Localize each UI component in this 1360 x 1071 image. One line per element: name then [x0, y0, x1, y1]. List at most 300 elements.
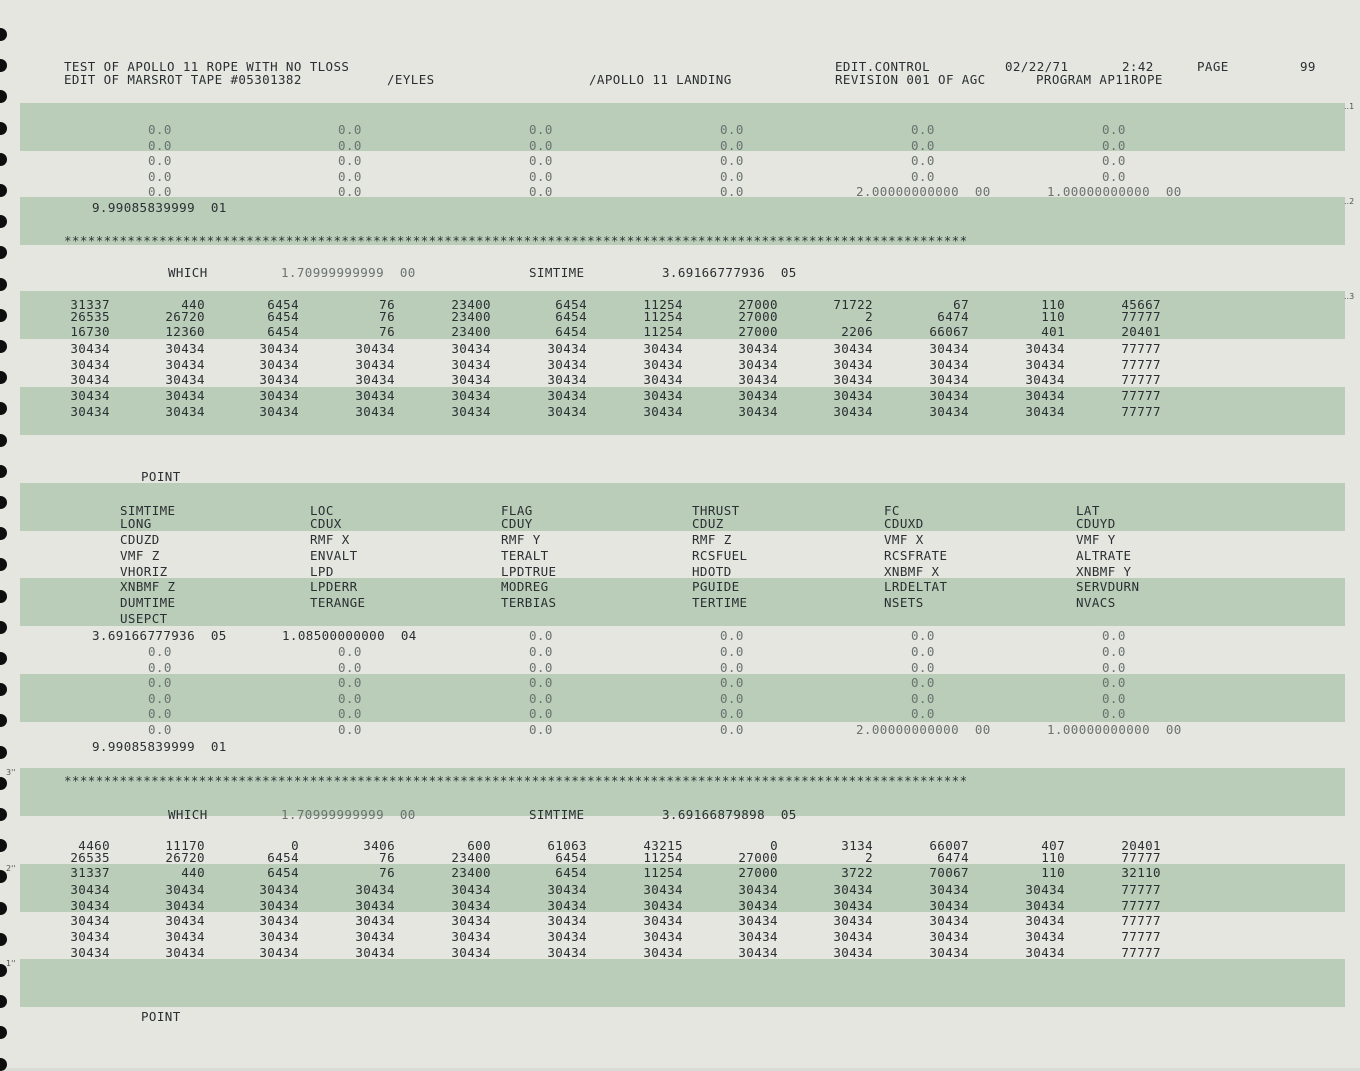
octal-cell: 30434	[165, 372, 205, 387]
variable-name: RCSFUEL	[692, 548, 748, 563]
float-value: 0.0	[720, 675, 744, 690]
octal-cell: 6454	[267, 850, 299, 865]
point-value: 0.0	[911, 628, 935, 643]
octal-cell: 6474	[937, 309, 969, 324]
octal-cell: 77777	[1121, 372, 1161, 387]
octal-cell: 440	[181, 865, 205, 880]
float-value: 2.00000000000 00	[856, 721, 991, 737]
float-value: 0.0	[338, 184, 362, 199]
octal-cell: 66007	[929, 838, 969, 853]
variable-name: LAT	[1076, 503, 1100, 518]
float-value: 0.0	[1102, 153, 1126, 168]
float-value: 0.0	[338, 644, 362, 659]
float-value: 2.00000000000 00	[856, 184, 991, 199]
ruler-mark: 3''	[6, 768, 16, 777]
feed-hole	[0, 153, 7, 166]
octal-cell: 30434	[165, 356, 205, 372]
octal-cell: 30434	[355, 897, 395, 913]
octal-cell: 30434	[547, 372, 587, 387]
octal-cell: 30434	[643, 404, 683, 419]
octal-cell: 76	[379, 324, 395, 339]
variable-name: RMF X	[310, 532, 350, 547]
octal-cell: 67	[953, 297, 969, 312]
float-value: 0.0	[720, 659, 744, 675]
octal-cell: 4460	[78, 838, 110, 853]
octal-cell: 11254	[643, 865, 683, 880]
float-value: 0.0	[720, 153, 744, 168]
octal-cell: 30434	[929, 404, 969, 419]
octal-cell: 23400	[451, 850, 491, 865]
float-value: 0.0	[1102, 675, 1126, 690]
variable-name: SIMTIME	[120, 503, 176, 518]
octal-cell: 30434	[547, 882, 587, 897]
float-value: 0.0	[1102, 690, 1126, 706]
octal-cell: 30434	[929, 945, 969, 960]
point-value: 0.0	[720, 628, 744, 643]
octal-cell: 26535	[70, 309, 110, 324]
octal-cell: 30434	[355, 356, 395, 372]
feed-hole	[0, 777, 7, 790]
octal-cell: 30434	[355, 372, 395, 387]
octal-cell: 77777	[1121, 404, 1161, 419]
octal-cell: 77777	[1121, 341, 1161, 356]
octal-cell: 20401	[1121, 324, 1161, 339]
octal-cell: 30434	[738, 388, 778, 403]
float-value: 0.0	[338, 721, 362, 737]
float-value: 1.00000000000 00	[1047, 184, 1182, 199]
octal-cell: 440	[181, 297, 205, 312]
tail-value: 9.99085839999 01	[92, 200, 227, 215]
greenbar-stripe	[20, 103, 1345, 151]
octal-cell: 30434	[259, 882, 299, 897]
octal-cell: 27000	[738, 324, 778, 339]
octal-cell: 77777	[1121, 945, 1161, 960]
float-value: 1.00000000000 00	[1047, 721, 1182, 737]
float-value: 0.0	[720, 122, 744, 137]
float-value: 0.0	[529, 137, 553, 153]
variable-name: VMF X	[884, 532, 924, 547]
octal-cell: 30434	[738, 945, 778, 960]
octal-cell: 2206	[841, 324, 873, 339]
octal-cell: 30434	[833, 341, 873, 356]
header-author: /EYLES	[387, 72, 435, 87]
octal-cell: 11254	[643, 850, 683, 865]
ruler-mark: 1''	[6, 959, 16, 968]
header-program: PROGRAM AP11ROPE	[1036, 72, 1163, 87]
float-value: 0.0	[720, 690, 744, 706]
float-value: 0.0	[1102, 122, 1126, 137]
octal-cell: 30434	[547, 945, 587, 960]
octal-cell: 30434	[833, 945, 873, 960]
float-value: 0.0	[720, 706, 744, 721]
octal-cell: 401	[1041, 324, 1065, 339]
feed-hole	[0, 808, 7, 821]
greenbar-stripe	[20, 959, 1345, 1007]
float-value: 0.0	[338, 706, 362, 721]
octal-cell: 23400	[451, 309, 491, 324]
octal-cell: 30434	[738, 404, 778, 419]
octal-cell: 30434	[259, 897, 299, 913]
float-value: 0.0	[1102, 137, 1126, 153]
variable-name: NSETS	[884, 595, 924, 610]
feed-hole	[0, 465, 7, 478]
float-value: 0.0	[338, 675, 362, 690]
feed-hole	[0, 28, 7, 41]
octal-cell: 30434	[738, 913, 778, 928]
octal-cell: 30434	[643, 929, 683, 944]
octal-cell: 27000	[738, 850, 778, 865]
variable-name: LPDTRUE	[501, 564, 557, 579]
octal-cell: 76	[379, 865, 395, 880]
octal-cell: 30434	[70, 404, 110, 419]
margin-mark: ..3	[1344, 292, 1355, 301]
greenbar-stripe	[20, 578, 1345, 626]
header-page-label: PAGE	[1197, 59, 1229, 74]
octal-cell: 30434	[165, 913, 205, 928]
octal-cell: 30434	[738, 897, 778, 913]
margin-mark: ..1	[1344, 102, 1355, 111]
octal-cell: 30434	[70, 897, 110, 913]
octal-cell: 30434	[451, 945, 491, 960]
octal-cell: 30434	[259, 372, 299, 387]
variable-name: FC	[884, 503, 900, 518]
float-value: 0.0	[529, 706, 553, 721]
octal-cell: 30434	[451, 388, 491, 403]
float-value: 0.0	[911, 122, 935, 137]
octal-cell: 30434	[929, 897, 969, 913]
feed-hole	[0, 558, 7, 571]
header-time: 2:42	[1122, 59, 1154, 74]
octal-cell: 30434	[70, 882, 110, 897]
variable-name: LPD	[310, 564, 334, 579]
variable-name: CDUZD	[120, 532, 160, 547]
octal-cell: 30434	[451, 897, 491, 913]
octal-cell: 30434	[355, 388, 395, 403]
header-page-number: 99	[1300, 59, 1316, 74]
variable-name: LONG	[120, 516, 152, 531]
octal-cell: 30434	[355, 929, 395, 944]
variable-name: ALTRATE	[1076, 548, 1132, 563]
octal-cell: 30434	[547, 929, 587, 944]
octal-cell: 23400	[451, 297, 491, 312]
float-value: 0.0	[720, 168, 744, 184]
octal-cell: 30434	[643, 341, 683, 356]
octal-cell: 30434	[1025, 945, 1065, 960]
octal-cell: 30434	[259, 913, 299, 928]
octal-cell: 30434	[833, 913, 873, 928]
octal-cell: 30434	[259, 404, 299, 419]
octal-cell: 110	[1041, 297, 1065, 312]
variable-name: DUMTIME	[120, 595, 176, 610]
float-value: 0.0	[720, 184, 744, 199]
greenbar-stripe	[20, 483, 1345, 531]
octal-cell: 600	[467, 838, 491, 853]
point-value: 1.08500000000 04	[282, 628, 417, 643]
octal-cell: 77777	[1121, 850, 1161, 865]
float-value: 0.0	[529, 675, 553, 690]
octal-cell: 6474	[937, 850, 969, 865]
float-value: 0.0	[720, 721, 744, 737]
header-revision: REVISION 001 OF AGC	[835, 72, 986, 87]
float-value: 0.0	[911, 706, 935, 721]
header-date: 02/22/71	[1005, 59, 1069, 74]
octal-cell: 0	[770, 838, 778, 853]
feed-hole	[0, 714, 7, 727]
octal-cell: 11254	[643, 297, 683, 312]
octal-cell: 16730	[70, 324, 110, 339]
asterisk-separator: ******************************************************************************************************************	[64, 773, 968, 788]
octal-cell: 77777	[1121, 388, 1161, 403]
feed-hole	[0, 652, 7, 665]
octal-cell: 30434	[547, 897, 587, 913]
feed-hole	[0, 246, 7, 259]
octal-cell: 30434	[1025, 882, 1065, 897]
variable-name: XNBMF Z	[120, 579, 176, 594]
octal-cell: 30434	[929, 341, 969, 356]
feed-hole	[0, 590, 7, 603]
point-label: POINT	[141, 1009, 181, 1024]
octal-cell: 26720	[165, 309, 205, 324]
which-value: 1.70999999999 00	[281, 807, 416, 822]
octal-cell: 30434	[643, 882, 683, 897]
feed-hole	[0, 496, 7, 509]
float-value: 0.0	[148, 153, 172, 168]
float-value: 0.0	[529, 122, 553, 137]
octal-cell: 30434	[165, 388, 205, 403]
octal-cell: 30434	[355, 882, 395, 897]
simtime-value: 3.69166879898 05	[662, 807, 797, 822]
feed-hole	[0, 434, 7, 447]
float-value: 0.0	[148, 721, 172, 737]
octal-cell: 77777	[1121, 913, 1161, 928]
octal-cell: 30434	[1025, 929, 1065, 944]
octal-cell: 27000	[738, 309, 778, 324]
float-value: 0.0	[338, 137, 362, 153]
header-edit-tape: EDIT OF MARSROT TAPE #05301382	[64, 72, 302, 87]
float-value: 0.0	[148, 122, 172, 137]
variable-name: VHORIZ	[120, 564, 168, 579]
feed-hole	[0, 90, 7, 103]
octal-cell: 30434	[70, 945, 110, 960]
float-value: 0.0	[148, 184, 172, 199]
greenbar-stripe	[20, 674, 1345, 722]
feed-hole	[0, 995, 7, 1008]
octal-cell: 30434	[738, 341, 778, 356]
octal-cell: 30434	[259, 945, 299, 960]
octal-cell: 30434	[547, 404, 587, 419]
variable-name: CDUYD	[1076, 516, 1116, 531]
octal-cell: 23400	[451, 324, 491, 339]
point-value: 3.69166777936 05	[92, 628, 227, 643]
octal-cell: 30434	[738, 882, 778, 897]
variable-name: TERANGE	[310, 595, 366, 610]
octal-cell: 30434	[547, 356, 587, 372]
feed-hole	[0, 184, 7, 197]
octal-cell: 30434	[738, 372, 778, 387]
float-value: 0.0	[1102, 659, 1126, 675]
variable-name: VMF Y	[1076, 532, 1116, 547]
variable-name: CDUXD	[884, 516, 924, 531]
octal-cell: 30434	[355, 341, 395, 356]
octal-cell: 30434	[547, 341, 587, 356]
octal-cell: 30434	[643, 945, 683, 960]
octal-cell: 30434	[929, 882, 969, 897]
simtime-label: SIMTIME	[529, 807, 585, 822]
octal-cell: 30434	[451, 372, 491, 387]
float-value: 0.0	[338, 153, 362, 168]
variable-name: FLAG	[501, 503, 533, 518]
which-value: 1.70999999999 00	[281, 265, 416, 280]
octal-cell: 30434	[833, 388, 873, 403]
octal-cell: 12360	[165, 324, 205, 339]
float-value: 0.0	[148, 675, 172, 690]
octal-cell: 30434	[1025, 388, 1065, 403]
float-value: 0.0	[338, 122, 362, 137]
variable-name: LRDELTAT	[884, 579, 948, 594]
octal-cell: 30434	[929, 356, 969, 372]
float-value: 0.0	[911, 659, 935, 675]
feed-hole	[0, 122, 7, 135]
feed-hole	[0, 215, 7, 228]
variable-name: TERALT	[501, 548, 549, 563]
float-value: 0.0	[148, 690, 172, 706]
octal-cell: 30434	[833, 897, 873, 913]
float-value: 0.0	[529, 168, 553, 184]
octal-cell: 30434	[929, 388, 969, 403]
float-value: 0.0	[148, 168, 172, 184]
octal-cell: 30434	[1025, 404, 1065, 419]
octal-cell: 30434	[451, 341, 491, 356]
variable-name: ENVALT	[310, 548, 358, 563]
float-value: 0.0	[529, 690, 553, 706]
octal-cell: 6454	[555, 309, 587, 324]
asterisk-separator: ******************************************************************************************************************	[64, 233, 968, 248]
float-value: 0.0	[148, 644, 172, 659]
variable-name: LOC	[310, 503, 334, 518]
octal-cell: 30434	[165, 341, 205, 356]
octal-cell: 26535	[70, 850, 110, 865]
float-value: 0.0	[148, 137, 172, 153]
octal-cell: 30434	[165, 897, 205, 913]
variable-name: LPDERR	[310, 579, 358, 594]
octal-cell: 66067	[929, 324, 969, 339]
octal-cell: 30434	[643, 372, 683, 387]
variable-name: PGUIDE	[692, 579, 740, 594]
float-value: 0.0	[1102, 706, 1126, 721]
octal-cell: 30434	[259, 929, 299, 944]
octal-cell: 30434	[547, 913, 587, 928]
float-value: 0.0	[338, 690, 362, 706]
octal-cell: 45667	[1121, 297, 1161, 312]
octal-cell: 77777	[1121, 897, 1161, 913]
octal-cell: 77777	[1121, 929, 1161, 944]
float-value: 0.0	[911, 153, 935, 168]
variable-name: RCSFRATE	[884, 548, 948, 563]
float-value: 0.0	[911, 675, 935, 690]
octal-cell: 6454	[267, 297, 299, 312]
simtime-label: SIMTIME	[529, 265, 585, 280]
octal-cell: 61063	[547, 838, 587, 853]
feed-hole	[0, 1058, 7, 1071]
float-value: 0.0	[338, 659, 362, 675]
octal-cell: 32110	[1121, 865, 1161, 880]
octal-cell: 30434	[259, 341, 299, 356]
octal-cell: 30434	[833, 356, 873, 372]
point-value: 0.0	[529, 628, 553, 643]
octal-cell: 30434	[833, 929, 873, 944]
octal-cell: 11254	[643, 324, 683, 339]
octal-cell: 6454	[555, 324, 587, 339]
octal-cell: 3406	[363, 838, 395, 853]
octal-cell: 30434	[643, 388, 683, 403]
float-value: 0.0	[529, 721, 553, 737]
octal-cell: 30434	[451, 913, 491, 928]
float-value: 0.0	[529, 184, 553, 199]
variable-name: VMF Z	[120, 548, 160, 563]
feed-hole	[0, 278, 7, 291]
variable-name: CDUY	[501, 516, 533, 531]
octal-cell: 30434	[165, 929, 205, 944]
which-label: WHICH	[168, 807, 208, 822]
octal-cell: 0	[291, 838, 299, 853]
variable-name: HDOTD	[692, 564, 732, 579]
octal-cell: 30434	[833, 372, 873, 387]
variable-name: CDUZ	[692, 516, 724, 531]
variable-name: MODREG	[501, 579, 549, 594]
octal-cell: 110	[1041, 309, 1065, 324]
margin-mark: ..2	[1344, 197, 1355, 206]
octal-cell: 110	[1041, 865, 1065, 880]
octal-cell: 70067	[929, 865, 969, 880]
octal-cell: 30434	[929, 372, 969, 387]
variable-name: RMF Z	[692, 532, 732, 547]
octal-cell: 77777	[1121, 882, 1161, 897]
octal-cell: 31337	[70, 865, 110, 880]
octal-cell: 71722	[833, 297, 873, 312]
octal-cell: 30434	[355, 945, 395, 960]
octal-cell: 30434	[1025, 372, 1065, 387]
header-edit-control: EDIT.CONTROL	[835, 59, 931, 74]
point-value: 0.0	[1102, 628, 1126, 643]
octal-cell: 30434	[1025, 356, 1065, 372]
float-value: 0.0	[720, 137, 744, 153]
octal-cell: 30434	[165, 945, 205, 960]
octal-cell: 30434	[738, 929, 778, 944]
octal-cell: 30434	[643, 356, 683, 372]
octal-cell: 30434	[259, 388, 299, 403]
octal-cell: 23400	[451, 865, 491, 880]
octal-cell: 30434	[165, 882, 205, 897]
feed-hole	[0, 683, 7, 696]
feed-hole	[0, 527, 7, 540]
octal-cell: 76	[379, 850, 395, 865]
simtime-value: 3.69166777936 05	[662, 265, 797, 280]
variable-name: TERTIME	[692, 595, 748, 610]
float-value: 0.0	[1102, 644, 1126, 659]
octal-cell: 30434	[70, 356, 110, 372]
octal-cell: 77777	[1121, 356, 1161, 372]
float-value: 0.0	[720, 644, 744, 659]
octal-cell: 76	[379, 309, 395, 324]
octal-cell: 30434	[259, 356, 299, 372]
octal-cell: 30434	[70, 372, 110, 387]
variable-name: XNBMF Y	[1076, 564, 1132, 579]
variable-name: NVACS	[1076, 595, 1116, 610]
octal-cell: 30434	[70, 388, 110, 403]
float-value: 0.0	[529, 644, 553, 659]
float-value: 0.0	[1102, 168, 1126, 184]
float-value: 0.0	[529, 659, 553, 675]
